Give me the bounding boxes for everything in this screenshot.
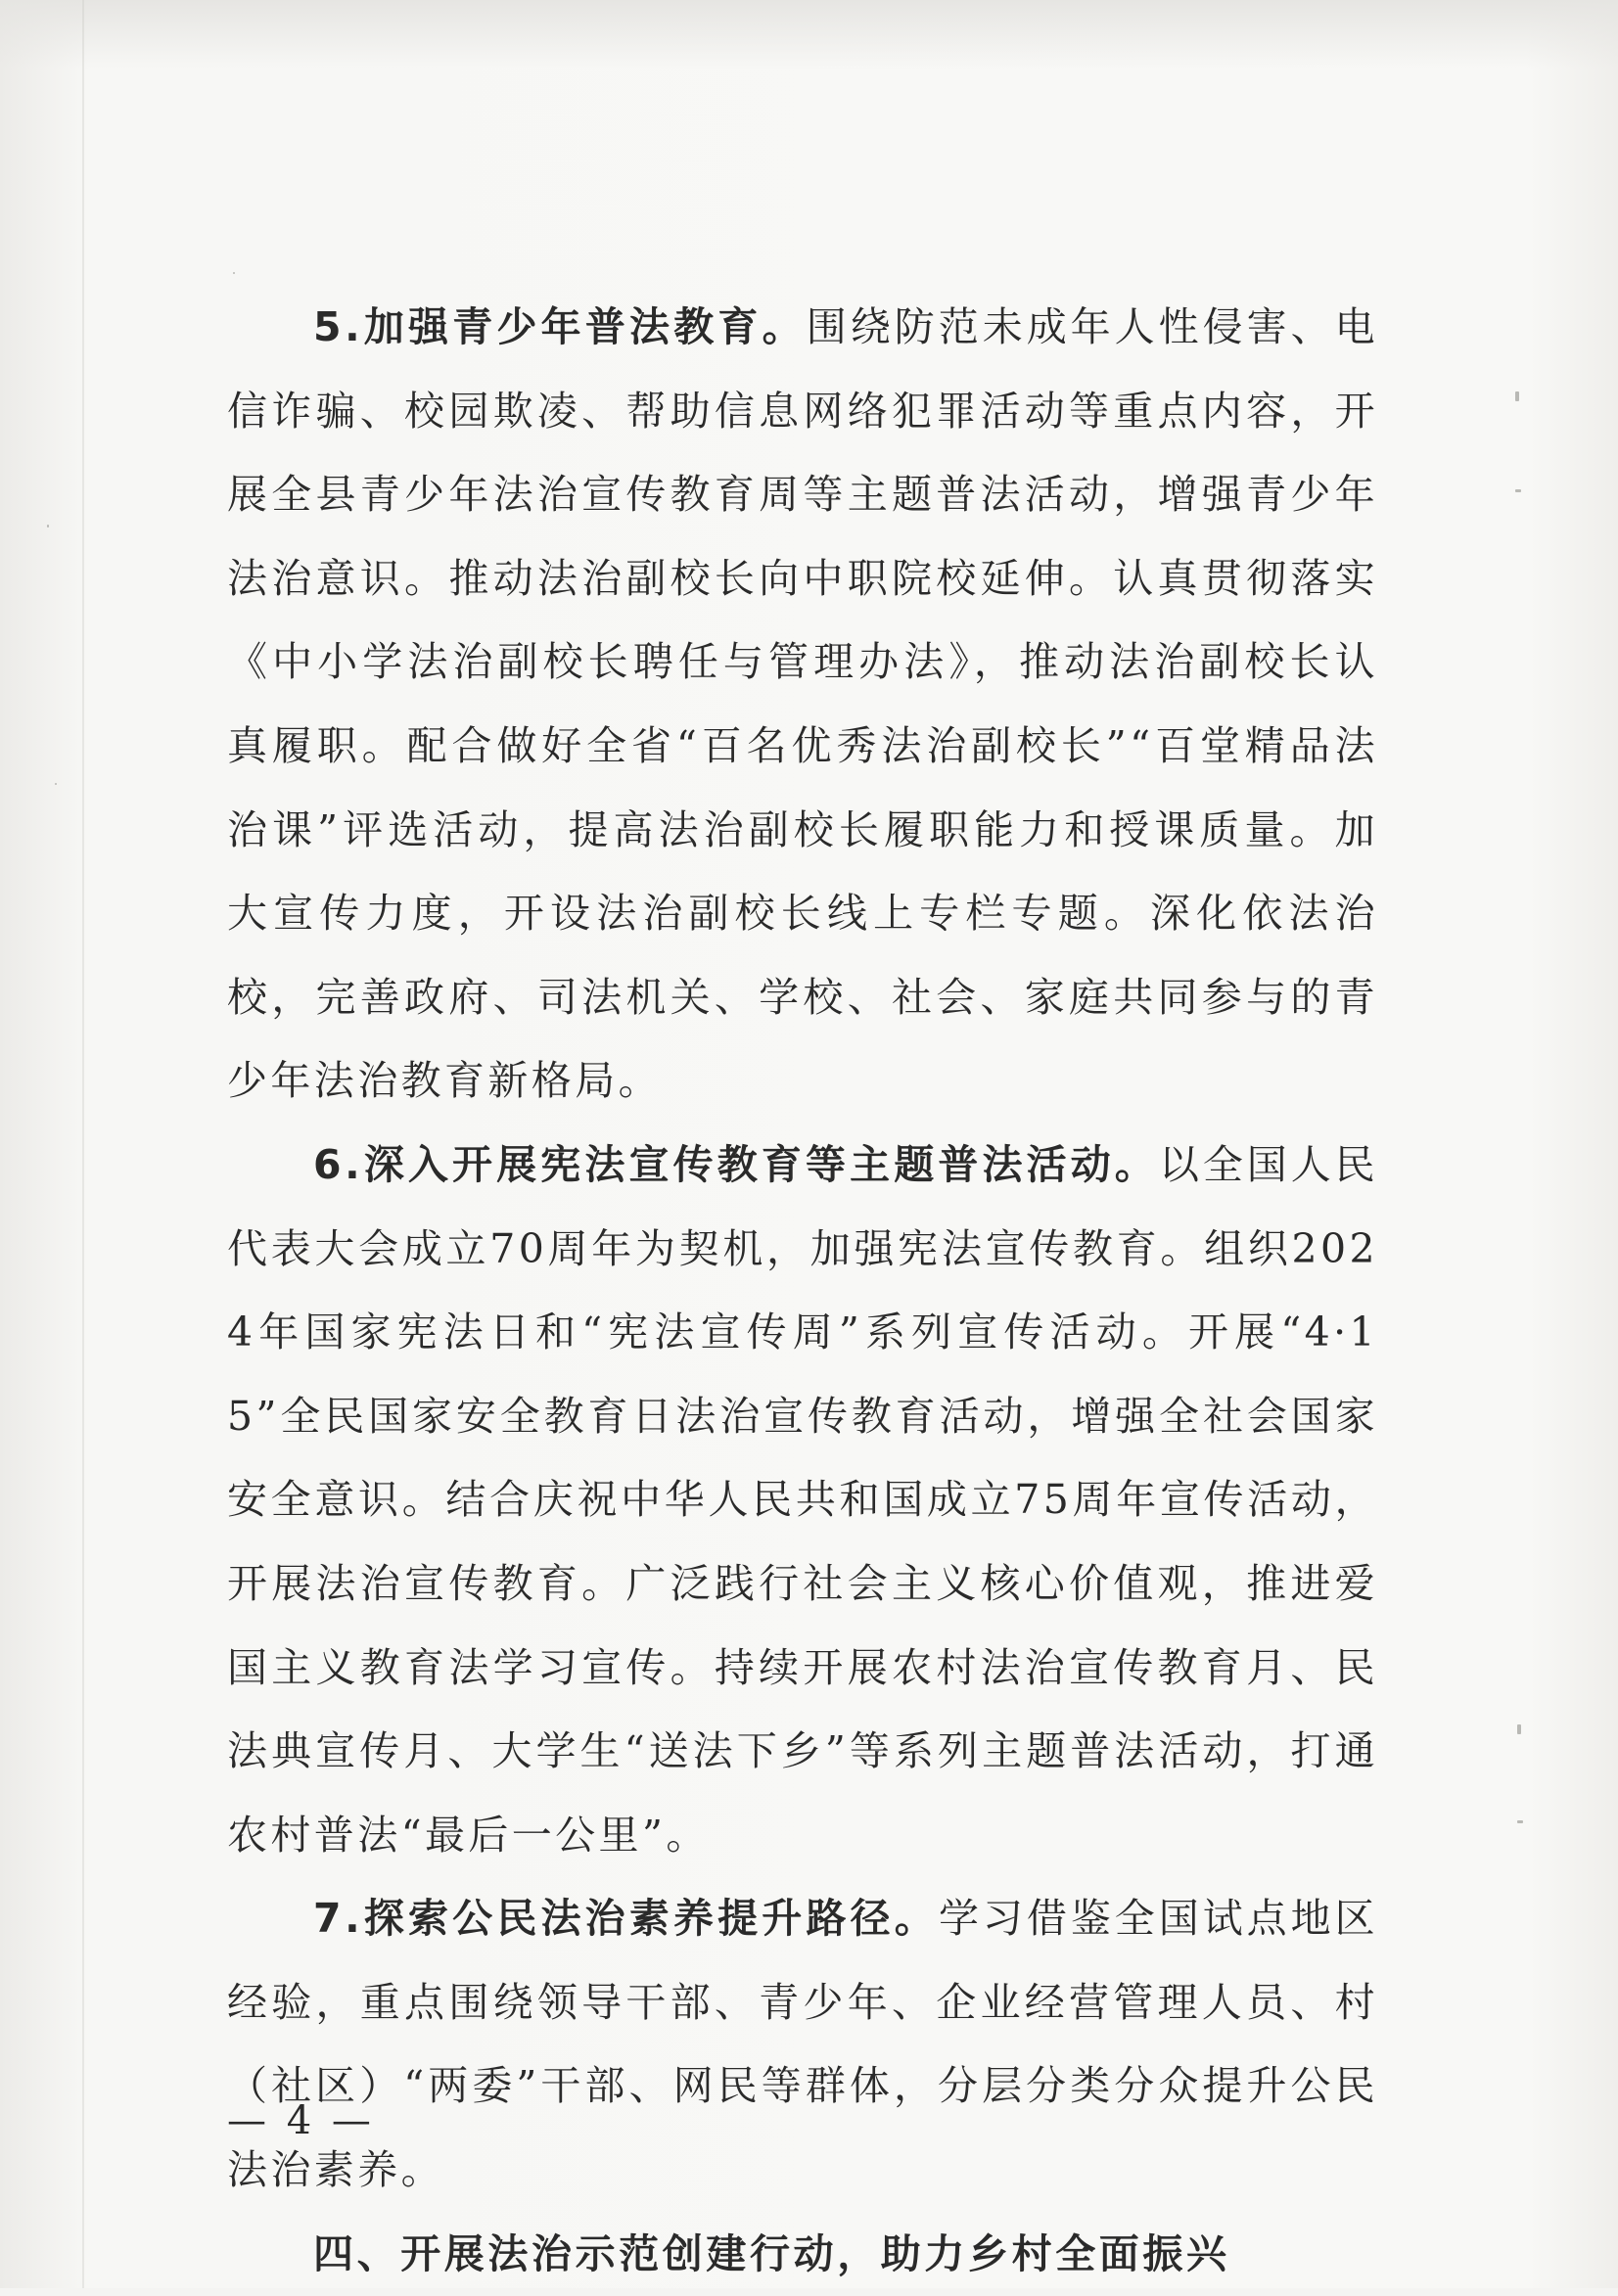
scan-speck <box>55 783 57 785</box>
paragraph-text: 学习借鉴全国试点地区经验，重点围绕领导干部、青少年、企业经营管理人员、村（社区）“两委”干部、网民等群体，分层分类分众提升公民法治素养。 <box>227 1895 1378 2194</box>
paragraph-text: 以全国人民代表大会成立70周年为契机，加强宪法宣传教育。组织2024年国家宪法日和“宪法宣传周”系列宣传活动。开展“4·15”全民国家安全教育日法治宣传教育活动，增强全社会国家安全意识。结合庆祝中华人民共和国成立75周年宣传活动，开展法治宣传教育。广泛践行社会主义核心价值观，推进爱国主义教育法学习宣传。持续开展农村法治宣传教育月、民法典宣传月、大学生“送法下乡”等系列主题普法活动，打通农村普法“最后一公里”。 <box>227 1140 1379 1859</box>
paragraph-heading: 7.探索公民法治素养提升路径。 <box>313 1895 939 1943</box>
paragraph-text: 围绕防范未成年人性侵害、电信诈骗、校园欺凌、帮助信息网络犯罪活动等重点内容，开展全县青少年法治宣传教育周等主题普法活动，增强青少年法治意识。推动法治副校长向中职院校延伸。认真贯彻落实《中小学法治副校长聘任与管理办法》，推动法治副校长认真履职。配合做好全省“百名优秀法治副校长”“百堂精品法治课”评选活动，提高法治副校长履职能力和授课质量。加大宣传力度，开设法治副校长线上专栏专题。深化依法治校，完善政府、司法机关、学校、社会、家庭共同参与的青少年法治教育新格局。 <box>227 303 1378 1105</box>
scan-speck <box>233 272 235 274</box>
scan-shadow-top <box>0 0 1618 69</box>
paragraph-item-6 <box>227 1124 1378 1877</box>
scan-speck <box>1515 391 1519 401</box>
scan-fold-line <box>82 0 84 2288</box>
scan-speck <box>47 525 49 528</box>
scan-speck <box>1517 1724 1521 1734</box>
paragraph-item-7 <box>227 1877 1378 2212</box>
scan-speck <box>1515 489 1521 492</box>
scan-speck <box>1517 1820 1523 1823</box>
document-body <box>227 286 1378 2296</box>
section-title: 四、开展法治示范创建行动，助力乡村全面振兴 <box>313 2229 1230 2277</box>
paragraph-heading: 5.加强青少年普法教育。 <box>313 303 807 350</box>
paragraph-heading: 6.深入开展宪法宣传教育等主题普法活动。 <box>313 1140 1159 1188</box>
page-number: — 4 — <box>227 2098 375 2143</box>
paragraph-item-5 <box>227 286 1378 1124</box>
